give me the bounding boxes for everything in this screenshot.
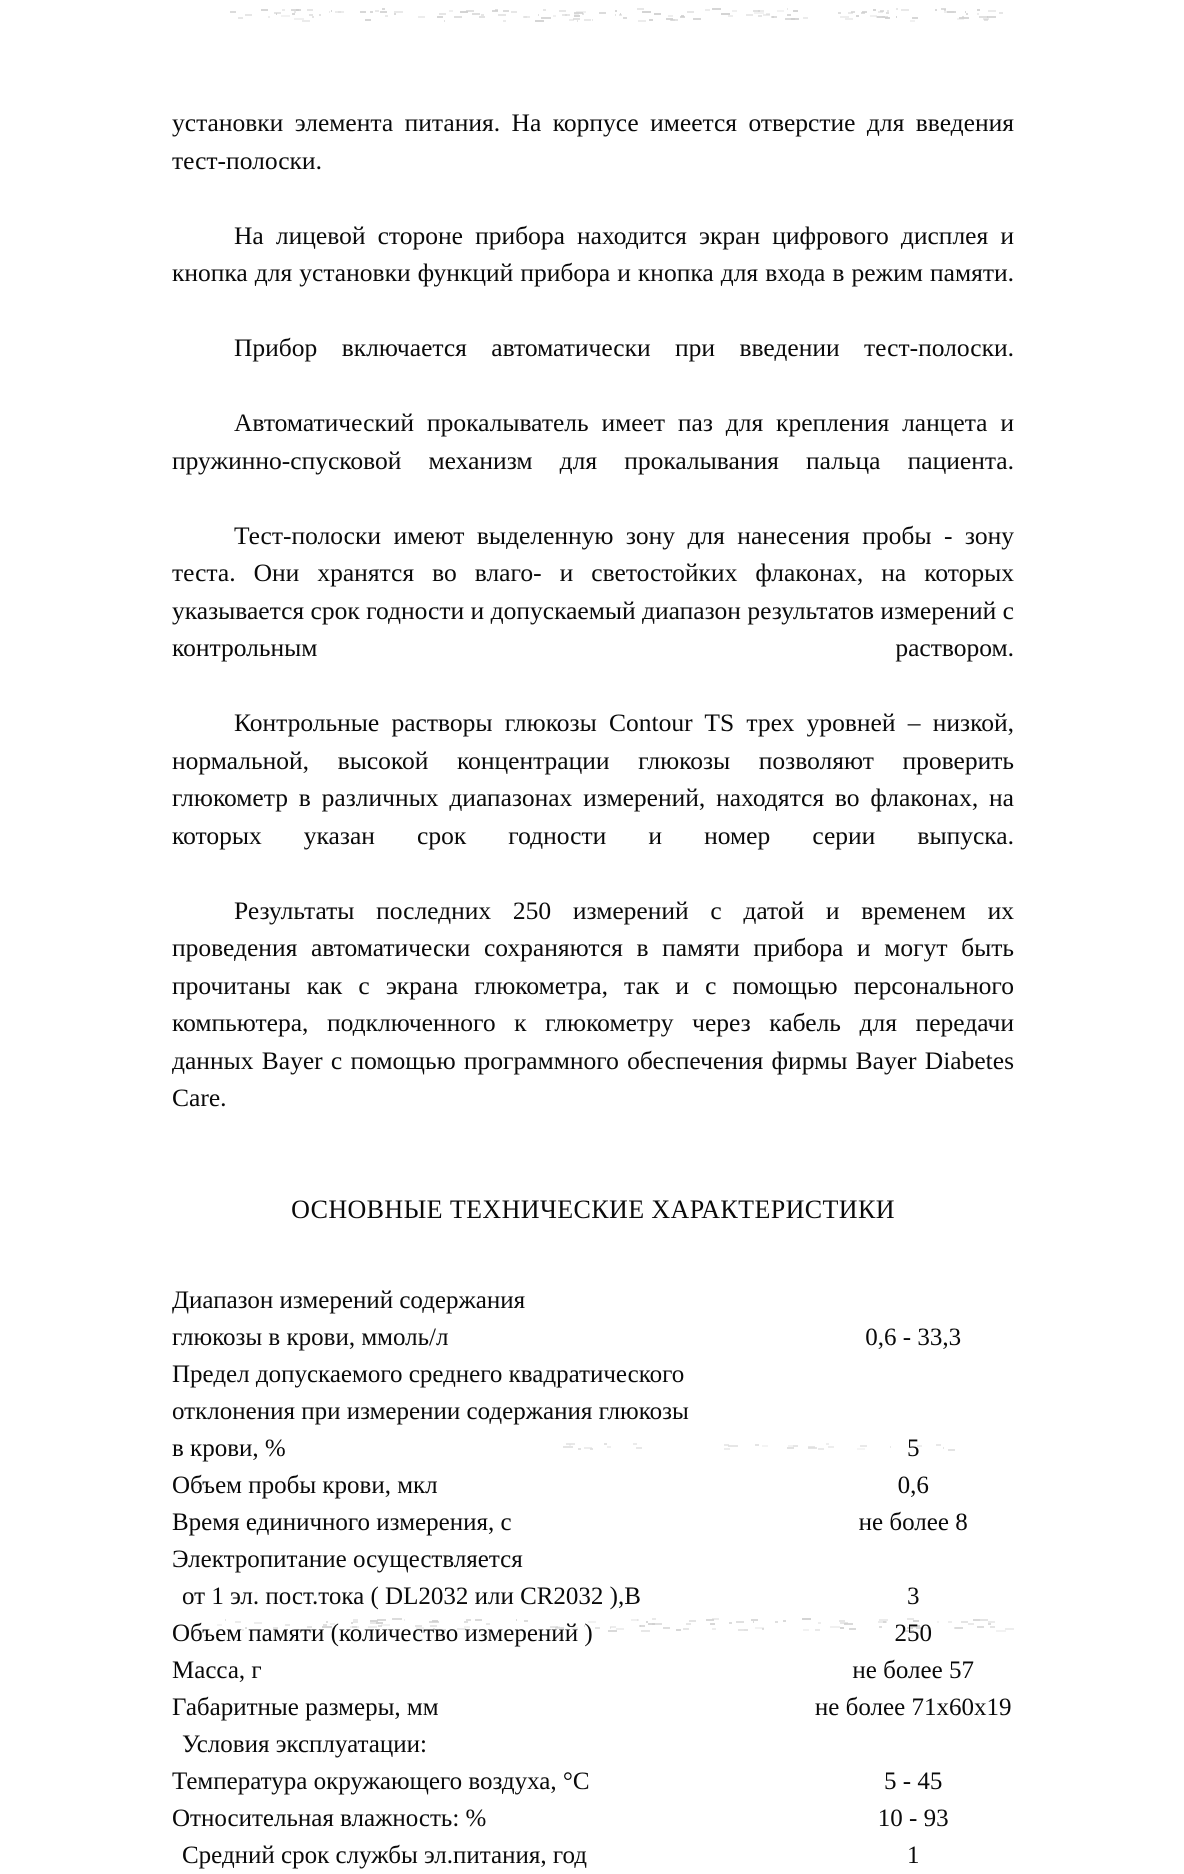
spec-label: Диапазон измерений содержания bbox=[172, 1287, 526, 1314]
spec-value: не более 71х60х19 bbox=[814, 1694, 1012, 1721]
page-title: ОСНОВНЫЕ ТЕХНИЧЕСКИЕ ХАРАКТЕРИСТИКИ bbox=[291, 1195, 895, 1224]
spec-label: Предел допускаемого среднего квадратического bbox=[172, 1361, 685, 1388]
spec-label: глюкозы в крови, ммоль/л bbox=[172, 1324, 449, 1351]
paragraph-control-solutions: Контрольные растворы глюкозы Contour TS трех уровней – низкой, нормальной, высокой концентрации глюкозы позволяют проверить глюкометр в различных диапазонах измерений, находятся во флаконах, на которых указан срок годности и номер серии выпуска. bbox=[172, 708, 1014, 850]
page-content bbox=[172, 104, 1014, 1874]
paragraph-auto-power: Прибор включается автоматически при введении тест-полоски. bbox=[234, 333, 1014, 362]
spec-label: в крови, % bbox=[172, 1435, 286, 1462]
spec-value: не более 8 bbox=[858, 1509, 968, 1536]
spec-value bbox=[812, 1393, 1014, 1430]
spec-value: 5 - 45 bbox=[884, 1768, 943, 1795]
spec-row bbox=[172, 1282, 1014, 1319]
spec-row bbox=[172, 1430, 1014, 1467]
spec-value bbox=[812, 1541, 1014, 1578]
scan-noise-top bbox=[0, 8, 1184, 22]
spec-value bbox=[812, 1282, 1014, 1319]
spec-label: Габаритные размеры, мм bbox=[172, 1694, 439, 1721]
spacer-before-table bbox=[172, 1230, 1014, 1282]
spec-value bbox=[812, 1726, 1014, 1763]
spec-value: 0,6 - 33,3 bbox=[865, 1324, 962, 1351]
spec-value: 1 bbox=[906, 1842, 920, 1869]
spec-row bbox=[172, 1319, 1014, 1356]
spec-row bbox=[172, 1726, 1014, 1763]
spec-row bbox=[172, 1652, 1014, 1689]
paragraph-lancing-device: Автоматический прокалыватель имеет паз для крепления ланцета и пружинно-спусковой механизм для прокалывания пальца пациента. bbox=[172, 408, 1014, 475]
spec-label: Относительная влажность: % bbox=[172, 1805, 487, 1832]
paragraph-memory-results: Результаты последних 250 измерений с датой и временем их проведения автоматически сохраняются в памяти прибора и могут быть прочитаны как с экрана глюкометра, так и с помощью персонального компьютера, подключенного к глюкометру через кабель для передачи данных Bayer с помощью программного обеспечения фирмы Bayer Diabetes Care. bbox=[172, 895, 1014, 1112]
spec-row bbox=[172, 1615, 1014, 1652]
spec-row bbox=[172, 1837, 1014, 1874]
spec-label: Электропитание осуществляется bbox=[172, 1546, 523, 1573]
spec-value: 0,6 bbox=[897, 1472, 929, 1499]
paragraph-intro: установки элемента питания. На корпусе имеется отверстие для введения тест-полоски. bbox=[172, 108, 1014, 175]
spec-row bbox=[172, 1504, 1014, 1541]
spec-label: Время единичного измерения, с bbox=[172, 1509, 512, 1536]
spec-row bbox=[172, 1541, 1014, 1578]
spec-value: 5 bbox=[906, 1435, 920, 1462]
specifications-table bbox=[172, 1282, 1014, 1874]
spec-label: Масса, г bbox=[172, 1657, 262, 1684]
paragraph-test-strips: Тест-полоски имеют выделенную зону для нанесения пробы - зону теста. Они хранятся во влаго- и светостойких флаконах, на которых указывается срок годности и допускаемый диапазон результатов измерений с контрольным раствором. bbox=[172, 520, 1014, 662]
spec-row bbox=[172, 1689, 1014, 1726]
spec-label: Объем пробы крови, мкл bbox=[172, 1472, 438, 1499]
spec-label: Температура окружающего воздуха, °С bbox=[172, 1768, 590, 1795]
spec-value bbox=[812, 1356, 1014, 1393]
spec-label: Средний срок службы эл.питания, год bbox=[182, 1842, 587, 1869]
spec-label: Объем памяти (количество измерений ) bbox=[172, 1620, 593, 1647]
specifications-table-body bbox=[172, 1282, 1014, 1874]
spec-value: 3 bbox=[906, 1583, 920, 1610]
spec-row bbox=[172, 1763, 1014, 1800]
paragraph-front-panel: На лицевой стороне прибора находится экран цифрового дисплея и кнопка для установки функций прибора и кнопка для входа в режим памяти. bbox=[172, 220, 1014, 287]
spec-label: отклонения при измерении содержания глюкозы bbox=[172, 1398, 689, 1425]
spec-label: Условия эксплуатации: bbox=[182, 1731, 427, 1758]
spec-value: 10 - 93 bbox=[877, 1805, 949, 1832]
spacer-before-title bbox=[172, 1154, 1014, 1190]
spec-row bbox=[172, 1467, 1014, 1504]
spec-row bbox=[172, 1800, 1014, 1837]
spec-label: от 1 эл. пост.тока ( DL2032 или CR2032 ),В bbox=[182, 1583, 641, 1610]
spec-row bbox=[172, 1356, 1014, 1393]
spec-row bbox=[172, 1578, 1014, 1615]
spec-value: 250 bbox=[894, 1620, 932, 1647]
spec-row bbox=[172, 1393, 1014, 1430]
spec-value: не более 57 bbox=[852, 1657, 974, 1684]
